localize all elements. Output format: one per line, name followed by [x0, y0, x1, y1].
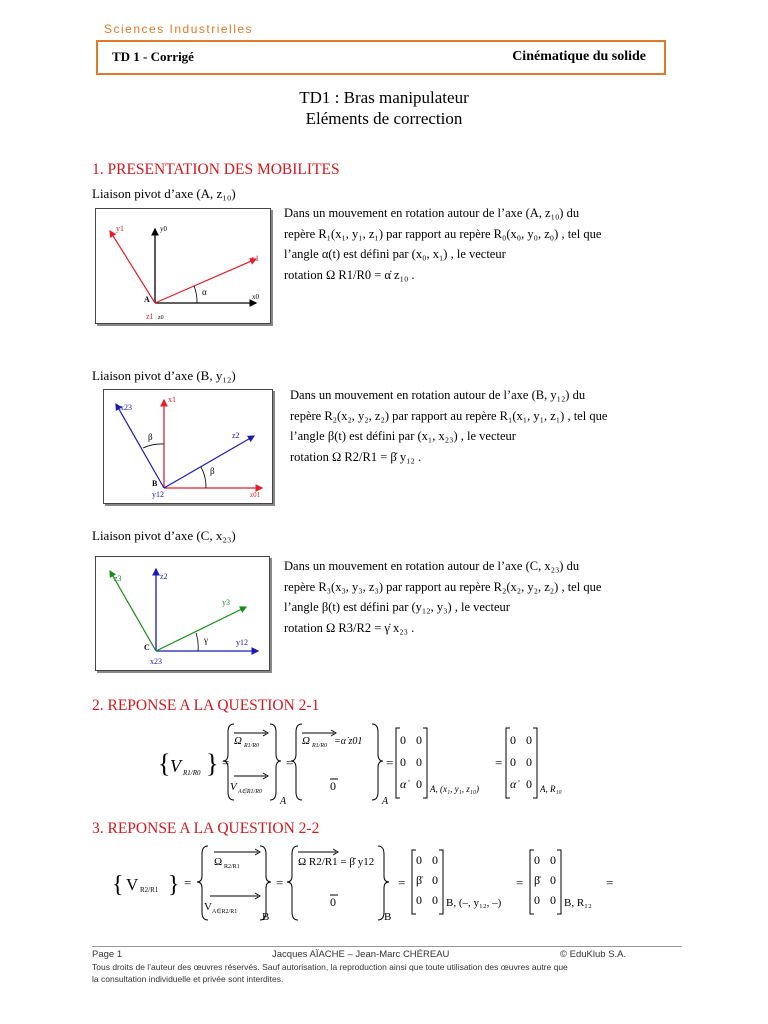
q22-m1-2: β̇ — [416, 873, 423, 887]
equation-q22 — [112, 840, 632, 930]
footer-copyright-1: Tous droits de l’auteur des œuvres réservés. Sauf autorisation, la reproduction ainsi que toute utilisation des œuvres autre que — [92, 962, 568, 972]
svg-text:B: B — [384, 911, 392, 923]
q22-m2-3: 0 — [550, 873, 556, 887]
q22-point: B — [262, 911, 270, 923]
fig1-x0: x0 — [252, 293, 259, 301]
pivot-2-line-1: Dans un mouvement en rotation autour de l’axe (B, y₁₂) du — [290, 388, 586, 402]
svg-text:A: A — [382, 796, 389, 807]
pivot-2-line-2: repère R₂(x₂, y₂, z₂) par rapport au repère R₁(x₁, y₁, z₁) , tel que — [290, 408, 608, 423]
q22-zero-vec: 0 — [330, 895, 336, 909]
section-1-heading: 1. PRESENTATION DES MOBILITES — [92, 161, 340, 178]
section-3-heading: 3. REPONSE A LA QUESTION 2-2 — [92, 820, 320, 837]
q22-torsor: V — [126, 875, 139, 894]
figure-pivot-1-svg — [96, 209, 270, 323]
pivot-2-line-3: l’angle β(t) est défini par (x₁, x₂₃) , le vecteur — [290, 429, 516, 443]
footer-copyright-2: la consultation individuelle et privée sont interdites. — [92, 974, 284, 984]
q21-m1-tail: A, (x₁, y₁, z₁₀) — [430, 784, 479, 794]
q22-m2-5: 0 — [550, 893, 556, 907]
q22-m2-0: 0 — [534, 853, 540, 867]
fig1-z1: z1 — [146, 312, 154, 321]
svg-text:=: = — [184, 875, 192, 890]
q21-m1-3: 0 — [416, 755, 422, 769]
pivot-2-text — [290, 385, 684, 467]
footer-company: © EduKlub S.A. — [560, 949, 627, 960]
q21-omega-sub: R1/R0 — [244, 743, 259, 749]
equation-q21 — [150, 720, 590, 810]
q21-m2-4: α̇ — [510, 777, 517, 791]
svg-text:=: = — [276, 875, 284, 890]
figure-pivot-3-svg — [96, 557, 269, 670]
q21-point: A — [280, 796, 287, 807]
page-title: TD1 : Bras manipulateur — [299, 88, 469, 107]
fig1-alpha: α — [202, 287, 207, 297]
pivot-3-text — [284, 556, 684, 638]
fig3-gamma: γ — [204, 635, 208, 645]
page-subtitle: Eléments de correction — [305, 109, 463, 128]
pivot-1-line-1: Dans un mouvement en rotation autour de l’axe (A, z₁₀) du — [284, 206, 580, 220]
header-left: TD 1 - Corrigé — [112, 49, 194, 64]
q21-m1-5: 0 — [416, 777, 422, 791]
fig1-y0: y0 — [160, 225, 167, 233]
q21-zero-vec: 0 — [330, 779, 336, 793]
pivot-1-text — [284, 203, 684, 285]
q22-m1-0: 0 — [416, 853, 422, 867]
q21-m1-2: 0 — [400, 755, 406, 769]
q21-torsor: V — [170, 756, 181, 776]
brand-label: Sciences Industrielles — [104, 22, 254, 36]
figure-pivot-2 — [103, 389, 273, 504]
fig3-y12: y12 — [236, 638, 248, 647]
fig3-point-c: C — [144, 643, 150, 652]
fig1-y1: y1 — [116, 224, 124, 233]
svg-text:=: = — [606, 875, 614, 890]
pivot-2-label: Liaison pivot d’axe (B, y₁₂) — [92, 368, 236, 383]
q21-brace-close: } — [206, 749, 219, 778]
q22-m1-4: 0 — [416, 893, 422, 907]
svg-text:=: = — [495, 755, 503, 770]
fig3-z2: z2 — [160, 572, 168, 581]
q22-m1-3: 0 — [432, 873, 438, 887]
fig2-x1: x1 — [168, 395, 176, 404]
pivot-1-line-3: l’angle α(t) est défini par (x₀, x₁) , le vecteur — [284, 247, 506, 261]
pivot-3-label: Liaison pivot d’axe (C, x₂₃) — [92, 528, 236, 543]
q21-brace-open: { — [158, 749, 171, 778]
pivot-3-line-2: repère R₃(x₃, y₃, z₃) par rapport au repère R₂(x₂, y₂, z₂) , tel que — [284, 579, 602, 594]
q21-omega: Ω — [234, 735, 242, 747]
fig2-point-b: B — [152, 479, 158, 488]
q22-m2-2: β̇ — [534, 873, 541, 887]
q21-torsor-sub: R1/R0 — [183, 769, 201, 777]
figure-pivot-1 — [95, 208, 271, 324]
pivot-1-line-4: rotation Ω R1/R0 = α̇ z₁₀ . — [284, 267, 415, 282]
fig3-y3: y3 — [222, 598, 230, 607]
q22-m2-4: 0 — [534, 893, 540, 907]
q21-m1-0: 0 — [400, 733, 406, 747]
pivot-1-line-2: repère R₁(x₁, y₁, z₁) par rapport au repère R₀(x₀, y₀, z₀) , tel que — [284, 226, 602, 241]
q22-vel-sub: A∈R2/R1 — [212, 909, 238, 915]
q22-vel: V — [204, 901, 212, 913]
q21-vel: V — [230, 781, 237, 793]
q22-m2-1: 0 — [550, 853, 556, 867]
fig1-x1: x1 — [251, 254, 259, 263]
svg-text:=: = — [516, 875, 524, 890]
fig2-beta-2: β — [210, 466, 215, 476]
figure-pivot-2-svg — [104, 390, 272, 503]
q22-m1-5: 0 — [432, 893, 438, 907]
q22-torsor-sub: R2/R1 — [140, 886, 159, 894]
q21-omega-rhs: =α̇ z01 — [334, 736, 363, 747]
svg-text:=: = — [286, 755, 294, 770]
q22-m1-1: 0 — [432, 853, 438, 867]
q21-m2-1: 0 — [526, 733, 532, 747]
header-right: Cinématique du solide — [512, 49, 646, 64]
q21-omega-val: Ω — [302, 735, 310, 747]
pivot-3-line-4: rotation Ω R3/R2 = γ̇ x₂₃ . — [284, 620, 415, 635]
q21-vel-sub: A∈R1/R0 — [238, 789, 262, 795]
fig3-z3: z3 — [114, 574, 122, 583]
q22-brace-open: { — [112, 872, 124, 898]
pivot-3-line-1: Dans un mouvement en rotation autour de l’axe (C, x₂₃) du — [284, 559, 580, 573]
header-box — [96, 40, 666, 75]
q22-brace-close: } — [168, 872, 180, 898]
q22-omega-rhs: Ω R2/R1 = β̇ y12 — [298, 856, 375, 868]
fig2-x23: x23 — [120, 403, 132, 412]
q22-omega: Ω — [214, 856, 223, 868]
fig2-y12: y12 — [152, 490, 164, 499]
pivot-2-line-4: rotation Ω R2/R1 = β̇ y₁₂ . — [290, 449, 422, 464]
svg-text:=: = — [398, 875, 406, 890]
fig2-z01: z01 — [250, 491, 261, 499]
section-2-heading: 2. REPONSE A LA QUESTION 2-1 — [92, 697, 320, 714]
figure-pivot-3 — [95, 556, 270, 671]
footer — [92, 946, 682, 985]
q21-omega-val-sub: R1/R0 — [312, 743, 327, 749]
q21-m1-4: α̇ — [400, 777, 407, 791]
footer-authors: Jacques AÏACHE – Jean-Marc CHÉREAU — [272, 949, 450, 960]
fig1-z0: z0 — [158, 315, 164, 321]
pivot-3-line-3: l’angle β(t) est défini par (y₁₂, y₃) , le vecteur — [284, 600, 510, 614]
svg-text:=: = — [386, 755, 394, 770]
footer-page: Page 1 — [92, 949, 123, 960]
q22-m1-tail: B, (–, y₁₂, –) — [446, 897, 502, 909]
fig3-x23: x23 — [150, 657, 162, 666]
q22-omega-sub: R2/R1 — [224, 864, 240, 870]
q21-m2-3: 0 — [526, 755, 532, 769]
fig1-point-a: A — [144, 295, 150, 304]
svg-text:=: = — [222, 755, 230, 770]
pivot-1-label: Liaison pivot d’axe (A, z₁₀) — [92, 186, 236, 201]
fig2-z2: z2 — [232, 431, 240, 440]
q21-m2-5: 0 — [526, 777, 532, 791]
q22-m2-tail: B, R₁₂ — [564, 897, 592, 909]
q21-m2-0: 0 — [510, 733, 516, 747]
q21-m1-1: 0 — [416, 733, 422, 747]
fig2-beta-1: β — [148, 432, 153, 442]
q21-m2-2: 0 — [510, 755, 516, 769]
q21-m2-tail: A, R₁₀ — [540, 784, 562, 794]
